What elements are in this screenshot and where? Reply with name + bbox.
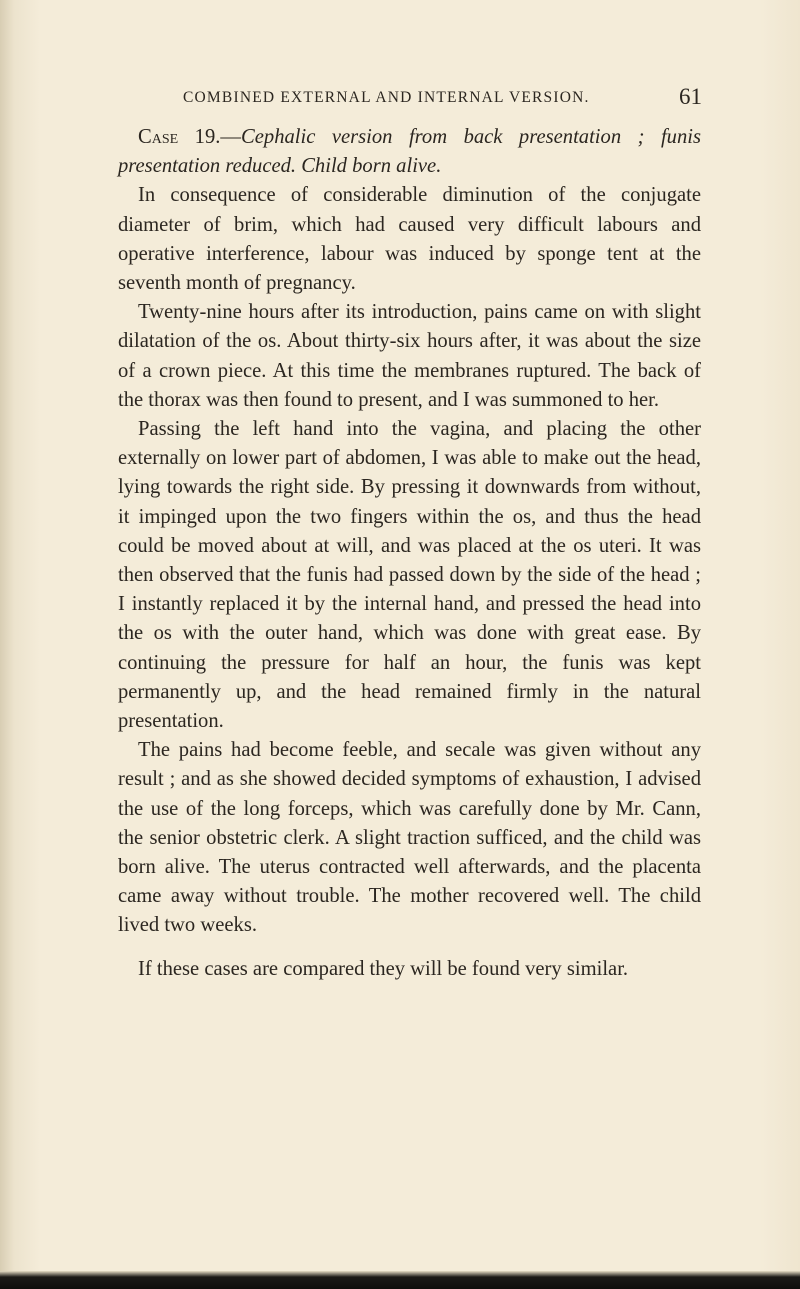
paragraph-1: In consequence of considerable diminution of the conjugate diameter of brim, which had caused very difficult labours and operative interference, labour was induced by sponge tent at the seventh month of pregnancy. <box>118 184 701 295</box>
page-edge-shadow <box>0 1271 800 1289</box>
case-heading <box>118 123 701 181</box>
case-label: Case 19. <box>138 126 221 148</box>
closing-paragraph: If these cases are compared they will be found very similar. <box>138 957 629 980</box>
body-text <box>118 123 701 984</box>
paragraph-3: Passing the left hand into the vagina, and placing the other externally on lower part of abdomen, I was able to make out the head, lying towards the right side. By pressing it downwards from without, it impinged upon the two fingers within the os, and thus the head could be moved about at will, and was placed at the os uteri. It was then observed that the funis had passed down by the side of the head ; I instantly replaced it by the internal hand, and pressed the head into the os with the outer hand, which was done with great ease. By continuing the pressure for half an hour, the funis was kept permanently up, and the head remained firmly in the natural presentation. <box>118 418 701 733</box>
paragraph-4: The pains had become feeble, and secale was given without any result ; and as she showed decided symptoms of exhaustion, I advised the use of the long forceps, which was carefully done by Mr. Cann, the senior obstetric clerk. A slight traction sufficed, and the child was born alive. The uterus contracted well afterwards, and the placenta came away without trouble. The mother recovered well. The child lived two weeks. <box>118 739 701 937</box>
case-dash: — <box>220 126 242 148</box>
running-header: COMBINED EXTERNAL AND INTERNAL VERSION. <box>183 89 590 106</box>
page-number: 61 <box>679 84 702 109</box>
paragraph-2: Twenty-nine hours after its introduction, pains came on with slight dilatation of the os. About thirty-six hours after, it was about the size of a crown piece. At this time the membranes ruptured. The back of the thorax was then found to present, and I was summoned to her. <box>118 301 701 411</box>
case-title: Cephalic version from back presentation ; funis presentation reduced. Child born alive. <box>118 126 701 178</box>
